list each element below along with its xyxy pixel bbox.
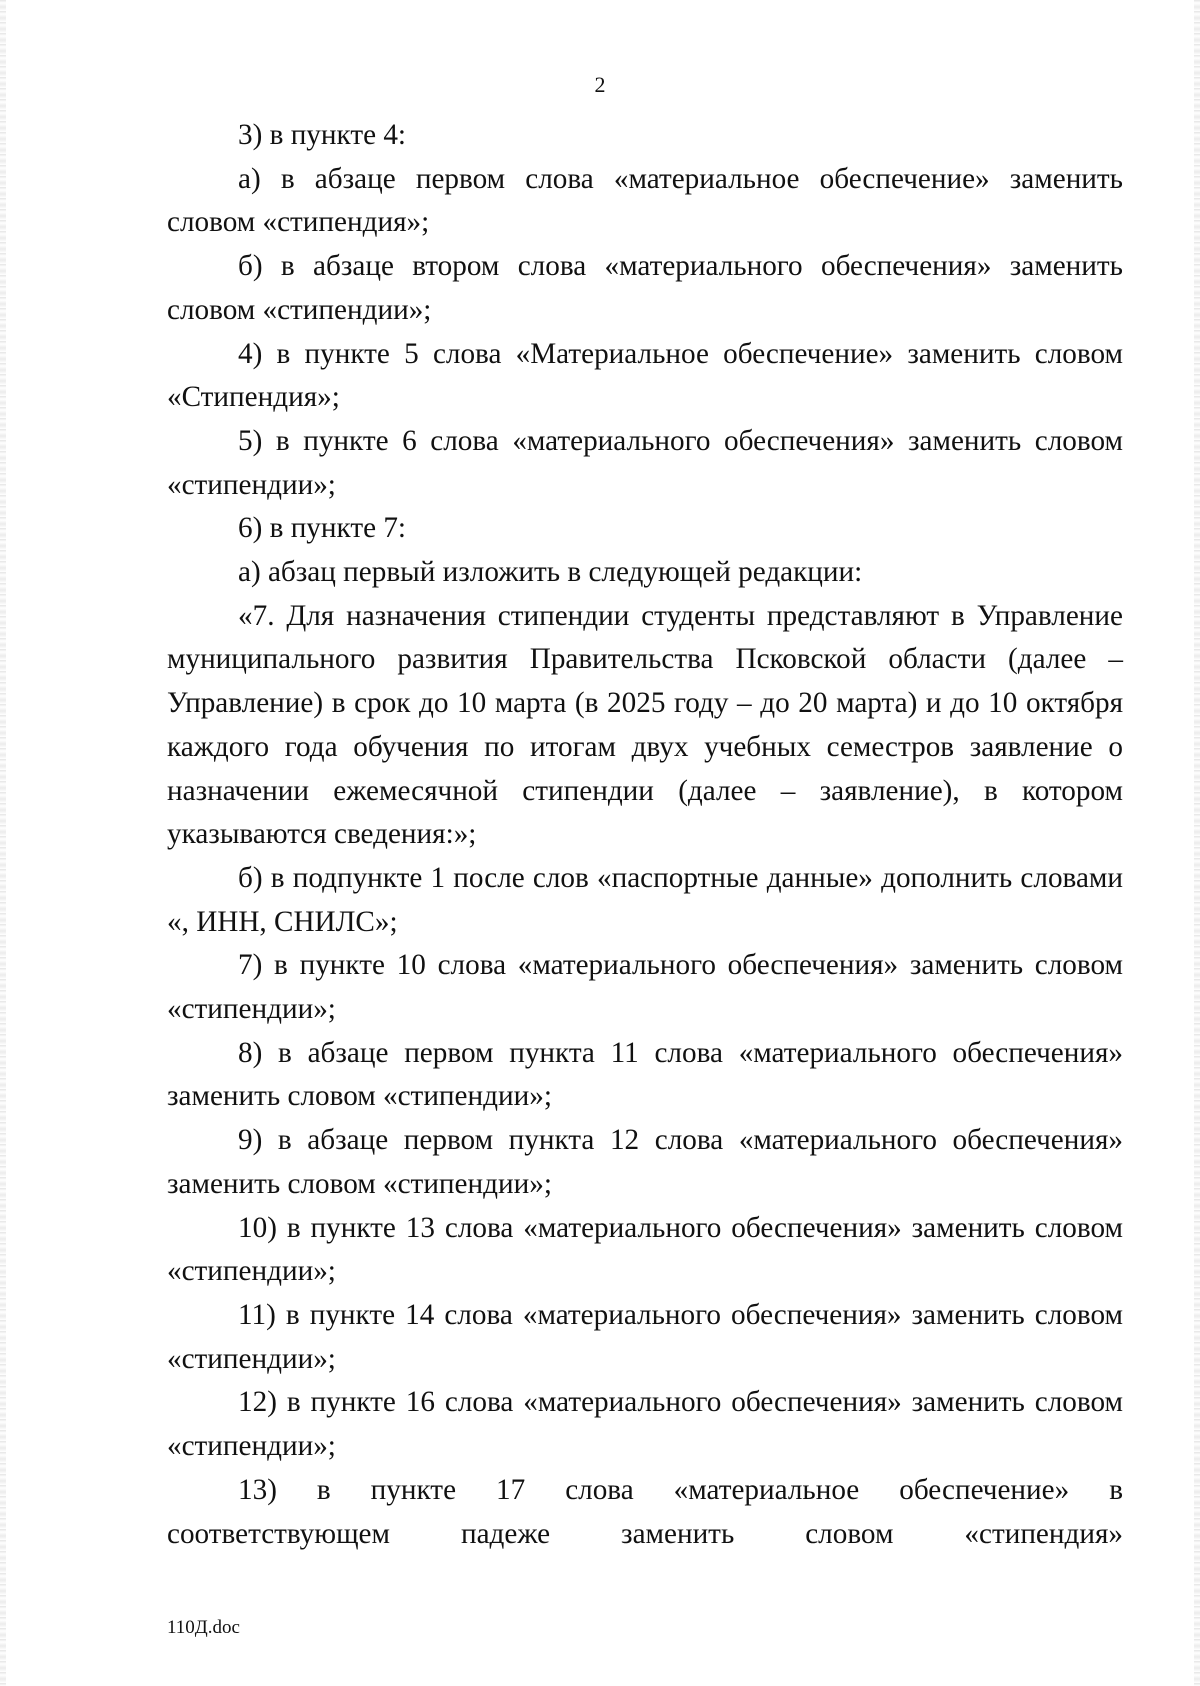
paragraph-item-11: 11) в пункте 14 слова «материального обеспечения» заменить словом «стипендии»; [167, 1298, 1123, 1375]
paragraph-subitem-6b: б) в подпункте 1 после слов «паспортные данные» дополнить словами «, ИНН, СНИЛС»; [167, 861, 1123, 938]
document-body [167, 114, 1123, 1556]
paragraph-subitem-6a: а) абзац первый изложить в следующей редакции: [238, 556, 863, 589]
paragraph-item-9: 9) в абзаце первом пункта 12 слова «материального обеспечения» заменить словом «стипендии»; [167, 1124, 1123, 1200]
paragraph-item-10: 10) в пункте 13 слова «материального обеспечения» заменить словом «стипендии»; [167, 1211, 1123, 1288]
paragraph-item-6: 6) в пункте 7: [238, 512, 407, 545]
paragraph-item-12: 12) в пункте 16 слова «материального обеспечения» заменить словом «стипендии»; [167, 1386, 1123, 1463]
paragraph-item-7: 7) в пункте 10 слова «материального обеспечения» заменить словом «стипендии»; [167, 949, 1123, 1026]
scan-edge-right [1194, 0, 1200, 1686]
paragraph-item-3: 3) в пункте 4: [238, 119, 407, 151]
page-number: 2 [594, 72, 606, 97]
paragraph-item-8: 8) в абзаце первом пункта 11 слова «материального обеспечения» заменить словом «стипендии»; [167, 1036, 1123, 1113]
paragraph-item-13: 13) в пункте 17 слова «материальное обеспечение» в соответствующем падеже заменить словом «стипендия» [167, 1473, 1123, 1550]
paragraph-item-4: 4) в пункте 5 слова «Материальное обеспечение» заменить словом «Стипендия»; [167, 337, 1123, 414]
paragraph-quoted-point-7: «7. Для назначения стипендии студенты представляют в Управление муниципального развития Правительства Псковской области (далее – Управление) в срок до 10 марта (в 2025 году – до 20 марта) и до 10 октября каждого года обучения по итогам двух учебных семестров заявление о назначении ежемесячной стипендии (далее – заявление), в котором указываются сведения:»; [167, 599, 1123, 851]
paragraph-subitem-3a: а) в абзаце первом слова «материальное обеспечение» заменить словом «стипендия»; [167, 162, 1123, 239]
paragraph-item-5: 5) в пункте 6 слова «материального обеспечения» заменить словом «стипендии»; [167, 424, 1123, 501]
paragraph-subitem-3b: б) в абзаце втором слова «материального обеспечения» заменить словом «стипендии»; [167, 250, 1123, 326]
scan-edge-left [0, 0, 6, 1686]
footer-file-name: 110Д.doc [167, 1617, 240, 1638]
